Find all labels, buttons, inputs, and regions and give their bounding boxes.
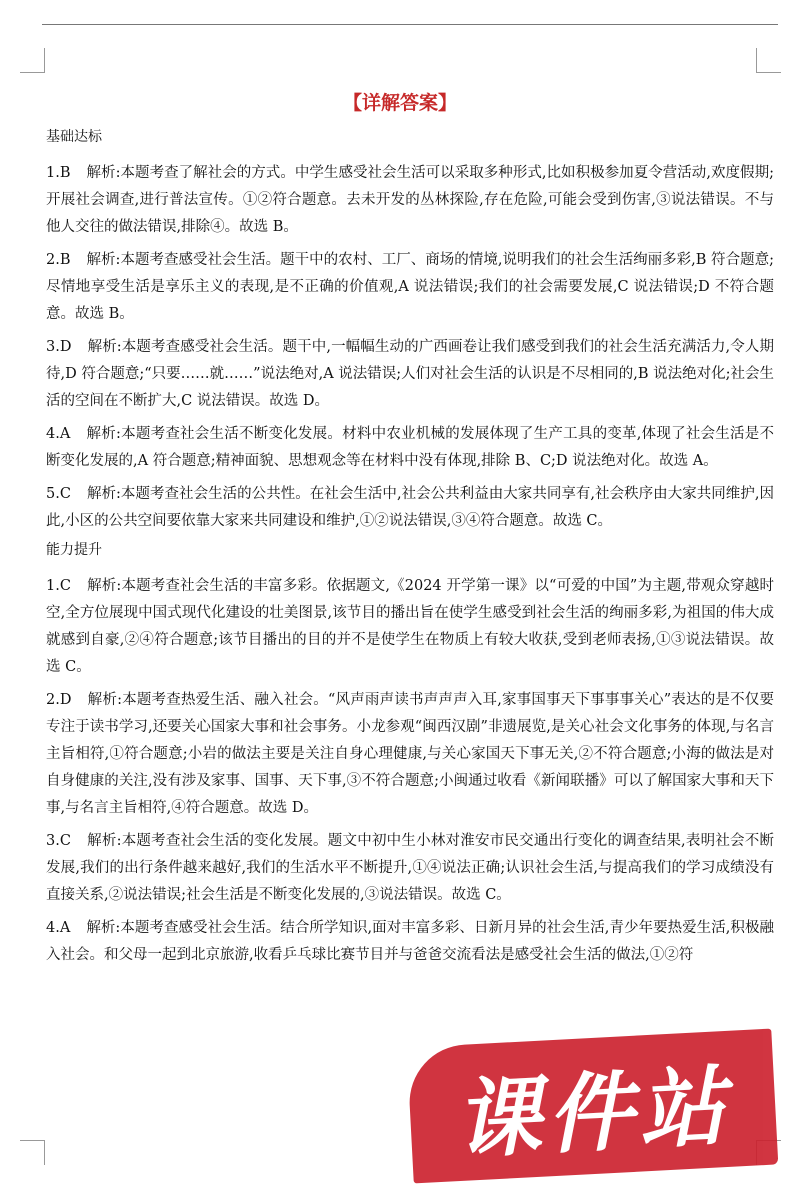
- watermark-logo: 课件站: [407, 1029, 779, 1184]
- crop-mark-bottom-left: [20, 1140, 45, 1165]
- section-title: 基础达标: [46, 129, 102, 145]
- answer-text: 解析:本题考查了解社会的方式。中学生感受社会生活可以采取多种形式,比如积极参加夏令营活动,欢度假期;开展社会调查,进行普法宣传。①②符合题意。去未开发的丛林探险,存在危险,可能会受到伤害,③说法错误。不与他人交往的做法错误,排除④。故选 B。: [46, 165, 774, 235]
- answer-item: [46, 573, 774, 681]
- page-title: 【详解答案】: [342, 92, 457, 114]
- crop-mark-top-right: [756, 48, 781, 73]
- answer-text: 解析:本题考查热爱生活、融入社会。“风声雨声读书声声声入耳,家事国事天下事事事关心”表达的是不仅要专注于读书学习,还要关心国家大事和社会事务。小龙参观“闽西汉剧”非遗展览,是关心社会文化事务的体现,与名言主旨相符,①符合题意;小岩的做法主要是关注自身心理健康,与关心家国天下事无关,②不符合题意;小海的做法是对自身健康的关注,没有涉及家事、国事、天下事,③不符合题意;小闽通过收看《新闻联播》可以了解国家大事和天下事,与名言主旨相符,④符合题意。故选 D。: [46, 692, 774, 816]
- answer-text: 解析:本题考查感受社会生活。结合所学知识,面对丰富多彩、日新月异的社会生活,青少年要热爱生活,积极融入社会。和父母一起到北京旅游,收看乒乓球比赛节目并与爸爸交流看法是感受社会生活的做法,①②符: [46, 920, 774, 963]
- answer-item: [46, 247, 774, 328]
- answer-id: 5.C: [46, 486, 71, 502]
- answer-id: 1.B: [46, 165, 71, 181]
- answer-id: 3.C: [46, 833, 71, 849]
- answer-item: [46, 160, 774, 241]
- answer-item: [46, 421, 774, 475]
- answer-content: [46, 128, 774, 975]
- section-title: 能力提升: [46, 542, 102, 558]
- answer-item: [46, 828, 774, 909]
- answer-text: 解析:本题考查感受社会生活。题干中,一幅幅生动的广西画卷让我们感受到我们的社会生活充满活力,令人期待,D 符合题意;“只要……就……”说法绝对,A 说法错误;人们对社会生活的认识是不尽相同的,B 说法绝对化;社会生活的空间在不断扩大,C 说法错误。故选 D。: [46, 339, 774, 409]
- answer-text: 解析:本题考查社会生活的公共性。在社会生活中,社会公共利益由大家共同享有,社会秩序由大家共同维护,因此,小区的公共空间要依靠大家来共同建设和维护,①②说法错误,③④符合题意。故选 C。: [46, 486, 774, 529]
- answer-id: 2.D: [46, 692, 72, 708]
- answer-text: 解析:本题考查社会生活的变化发展。题文中初中生小林对淮安市民交通出行变化的调查结果,表明社会不断发展,我们的出行条件越来越好,我们的生活水平不断提升,①④说法正确;认识社会生活,与提高我们的学习成绩没有直接关系,②说法错误;社会生活是不断变化发展的,③说法错误。故选 C。: [46, 833, 774, 903]
- answer-item: [46, 687, 774, 822]
- section-basic: [46, 128, 774, 535]
- answer-item: [46, 334, 774, 415]
- header-rule: [42, 24, 778, 25]
- answer-item: [46, 915, 774, 969]
- crop-mark-top-left: [20, 48, 45, 73]
- answer-text: 解析:本题考查社会生活的丰富多彩。依据题文,《2024 开学第一课》以“可爱的中国”为主题,带观众穿越时空,全方位展现中国式现代化建设的壮美图景,该节目的播出旨在使学生感受到社会生活的绚丽多彩,为祖国的伟大成就感到自豪,②④符合题意;该节目播出的目的并不是使学生在物质上有较大收获,受到老师表扬,①③说法错误。故选 C。: [46, 578, 774, 675]
- answer-id: 4.A: [46, 426, 71, 442]
- answer-id: 3.D: [46, 339, 72, 355]
- answer-text: 解析:本题考查社会生活不断变化发展。材料中农业机械的发展体现了生产工具的变革,体现了社会生活是不断变化发展的,A 符合题意;精神面貌、思想观念等在材料中没有体现,排除 B、C;D 说法绝对化。故选 A。: [46, 426, 774, 469]
- answer-item: [46, 481, 774, 535]
- section-advanced: [46, 541, 774, 969]
- answer-text: 解析:本题考查感受社会生活。题干中的农村、工厂、商场的情境,说明我们的社会生活绚丽多彩,B 符合题意;尽情地享受生活是享乐主义的表现,是不正确的价值观,A 说法错误;我们的社会需要发展,C 说法错误;D 不符合题意。故选 B。: [46, 252, 774, 322]
- answer-id: 1.C: [46, 578, 71, 594]
- answer-id: 2.B: [46, 252, 71, 268]
- answer-id: 4.A: [46, 920, 71, 936]
